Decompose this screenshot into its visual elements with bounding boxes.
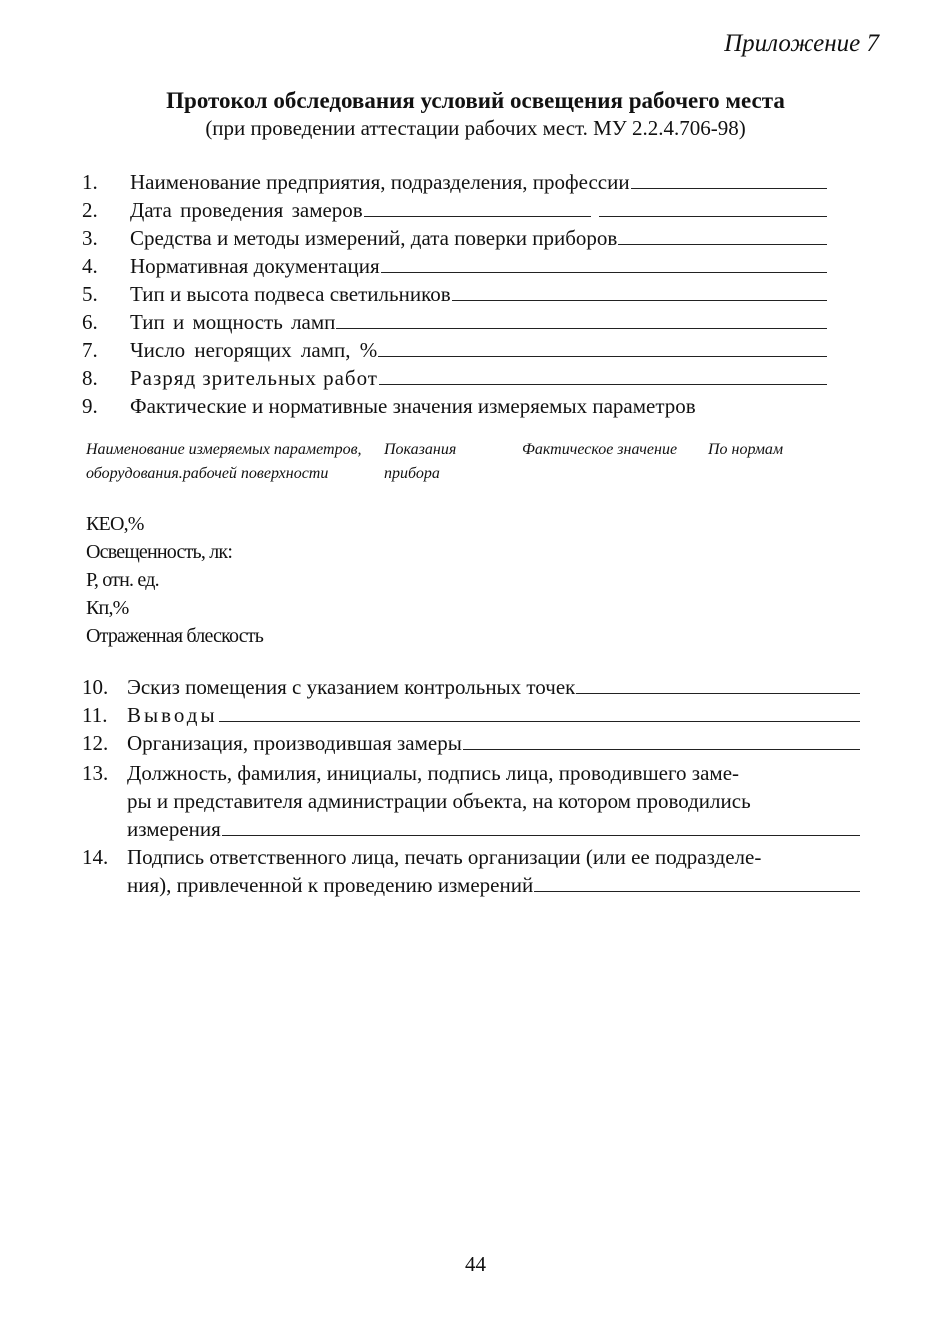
item-label: Разряд зрительных работ <box>130 366 378 390</box>
item-label: Нормативная документация <box>130 254 380 278</box>
item-label: Организация, производившая замеры <box>127 731 462 755</box>
column-header-reading: Показания прибора <box>384 441 457 482</box>
item-label: Наименование предприятия, подразделения, профессии <box>130 170 630 194</box>
document-title: Протокол обследования условий освещения рабочего места <box>166 88 785 113</box>
protocol-item <box>82 282 827 310</box>
item-label: Дата проведения замеров <box>130 198 363 222</box>
protocol-item <box>82 254 827 282</box>
item-number: 14. <box>82 845 109 869</box>
protocol-item <box>82 759 860 843</box>
protocol-item <box>82 731 860 759</box>
protocol-items-list-continued <box>82 675 860 899</box>
parameter-row: Кп,% <box>86 597 129 619</box>
item-number: 8. <box>82 366 98 390</box>
document-subtitle: (при проведении аттестации рабочих мест. МУ 2.2.4.706-98) <box>205 116 746 140</box>
item-number: 2. <box>82 198 98 222</box>
item-number: 4. <box>82 254 98 278</box>
fill-in-blank[interactable] <box>378 338 827 357</box>
fill-in-blank[interactable] <box>618 226 827 245</box>
protocol-item <box>82 675 860 703</box>
protocol-item <box>82 703 860 731</box>
item-label-line: Должность, фамилия, инициалы, подпись лица, проводившего заме- <box>127 761 740 785</box>
protocol-item <box>82 226 827 254</box>
protocol-item <box>82 170 827 198</box>
item-label: Число негорящих ламп, % <box>130 338 378 362</box>
fill-in-blank[interactable] <box>631 170 827 189</box>
fill-in-blank[interactable] <box>381 254 827 273</box>
item-number: 13. <box>82 761 109 785</box>
measurement-parameters <box>86 510 263 650</box>
item-number: 9. <box>82 394 98 418</box>
fill-in-blank[interactable] <box>222 817 860 836</box>
appendix-label: Приложение 7 <box>724 30 879 57</box>
item-label: Тип и мощность ламп <box>130 310 336 334</box>
protocol-item <box>82 310 827 338</box>
parameter-row: Освещенность, лк: <box>86 541 233 563</box>
protocol-item <box>82 394 827 422</box>
item-number: 12. <box>82 731 109 755</box>
protocol-item <box>82 843 860 899</box>
protocol-item <box>82 338 827 366</box>
item-label-line: ры и представителя администрации объекта, на котором проводились <box>127 789 751 813</box>
protocol-item <box>82 198 827 226</box>
page-number: 44 <box>465 1252 486 1276</box>
item-number: 6. <box>82 310 98 334</box>
item-label: Фактические и нормативные значения измеряемых параметров <box>130 394 696 418</box>
fill-in-blank[interactable] <box>336 310 827 329</box>
item-number: 1. <box>82 170 98 194</box>
parameter-row: Р, отн. ед. <box>86 569 159 591</box>
fill-in-blank[interactable] <box>534 873 860 892</box>
parameter-row: Отраженная блескость <box>86 625 264 647</box>
protocol-item <box>82 366 827 394</box>
item-number: 3. <box>82 226 98 250</box>
item-number: 7. <box>82 338 98 362</box>
fill-in-blank[interactable] <box>452 282 827 301</box>
fill-in-blank[interactable] <box>364 199 827 217</box>
item-label-line: Подпись ответственного лица, печать организации (или ее подразделе- <box>127 845 762 869</box>
column-header-norm: По нормам <box>708 441 784 458</box>
protocol-items-list <box>82 170 827 422</box>
parameter-row: КЕО,% <box>86 513 144 535</box>
item-number: 10. <box>82 675 109 699</box>
fill-in-blank[interactable] <box>463 731 860 750</box>
item-label-line: измерения <box>127 817 221 841</box>
column-header-parameter: Наименование измеряемых параметров, оборудования.рабочей поверхности <box>86 441 362 482</box>
item-label: Тип и высота подвеса светильников <box>130 282 451 306</box>
fill-in-blank[interactable] <box>219 703 860 722</box>
fill-in-blank[interactable] <box>379 366 827 385</box>
item-label: Выводы <box>127 703 218 727</box>
item-label: Средства и методы измерений, дата поверки приборов <box>130 226 618 250</box>
item-label: Эскиз помещения с указанием контрольных точек <box>127 675 576 699</box>
item-number: 11. <box>82 703 108 727</box>
column-header-actual: Фактическое значение <box>522 441 678 458</box>
fill-in-blank[interactable] <box>576 675 860 694</box>
item-number: 5. <box>82 282 98 306</box>
item-label-line: ния), привлеченной к проведению измерений <box>127 873 534 897</box>
